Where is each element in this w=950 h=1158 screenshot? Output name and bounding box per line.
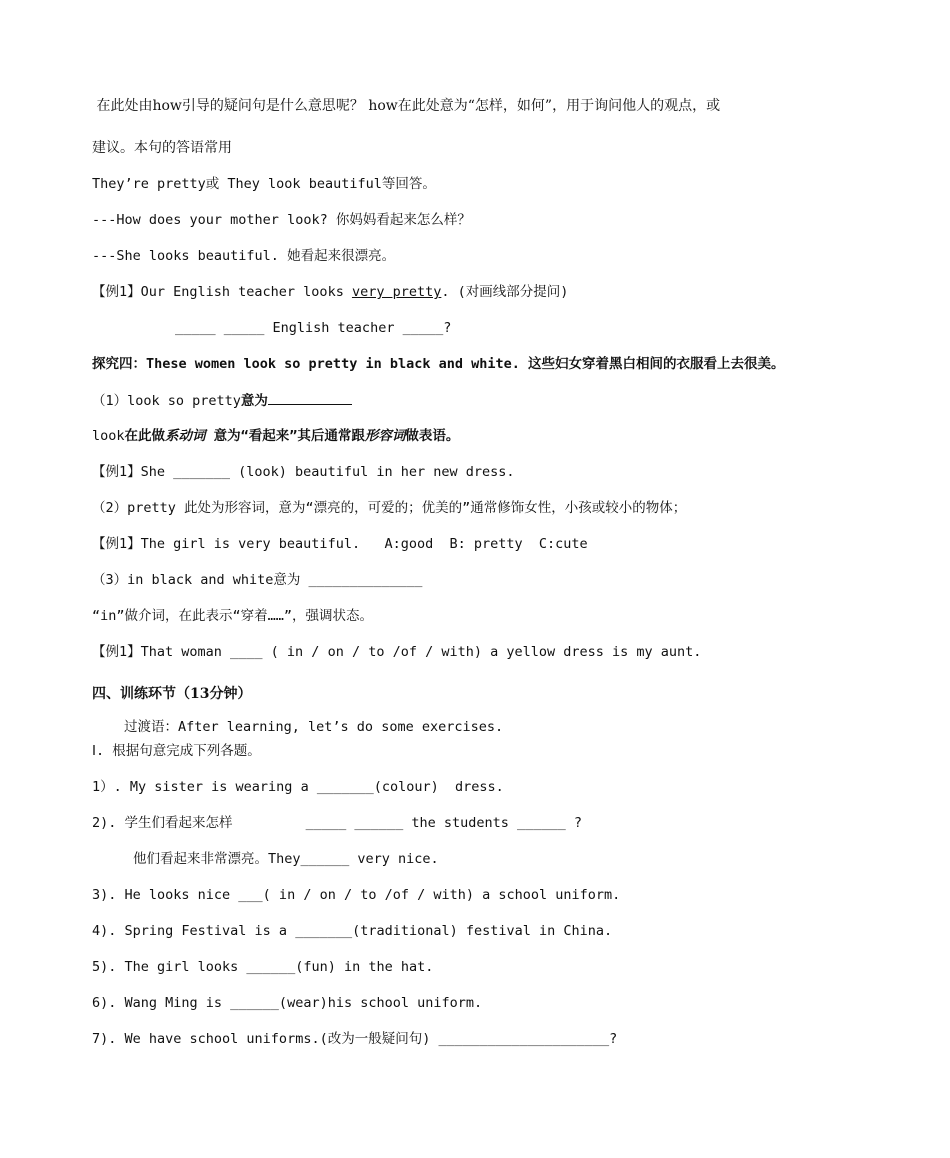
- explore4-item2: （2）pretty 此处为形容词，意为“漂亮的，可爱的；优美的”通常修饰女性，小孩或较小的物体；: [92, 500, 687, 516]
- explore4-example-3: 【例1】That woman ____ ( in / on / to /of / with) a yellow dress is my aunt.: [92, 644, 702, 660]
- section4-transition: 过渡语：After learning, let’s do some exercises.: [124, 719, 504, 735]
- intro-line-2: 建议。本句的答语常用: [92, 140, 232, 156]
- note1-linking-verb: 系动词: [165, 428, 206, 444]
- intro-line-4: ---How does your mother look? 你妈妈看起来怎么样？: [92, 212, 471, 228]
- intro-line-1: 在此处由how引导的疑问句是什么意思呢？ how在此处意为“怎样，如何”，用于询问他人的观点，或: [92, 98, 721, 114]
- question-1: 1）. My sister is wearing a _______(colour) dress.: [92, 779, 504, 795]
- example-a-prefix: 【例1】Our English teacher looks: [92, 284, 352, 300]
- example-a-underlined: very pretty: [351, 284, 442, 300]
- section4-heading: 四、训练环节（13分钟）: [92, 686, 252, 702]
- example-a-answer: _____ _____ English teacher _____?: [175, 320, 452, 336]
- note1-zai: 在此做: [124, 428, 166, 444]
- note1-end: 做表语。: [405, 428, 460, 444]
- note1-look: look: [92, 428, 125, 444]
- question-6: 6). Wang Ming is ______(wear)his school uniform.: [92, 995, 483, 1011]
- explore4-item3: （3）in black and white意为 ______________: [92, 572, 423, 588]
- question-3: 3). He looks nice ___( in / on / to /of / with) a school uniform.: [92, 887, 621, 903]
- explore4-item1-meaning: 意为: [240, 393, 268, 409]
- example-a: [92, 283, 568, 301]
- question-2b: 他们看起来非常漂亮。They______ very nice.: [133, 851, 439, 867]
- example-a-suffix: . (对画线部分提问): [441, 284, 569, 300]
- question-7: 7). We have school uniforms.(改为一般疑问句) _____________________?: [92, 1031, 618, 1047]
- explore4-item1-text: （1）look so pretty: [92, 393, 241, 409]
- note1-meaning: 意为“看起来”其后通常跟: [205, 428, 365, 444]
- question-5: 5). The girl looks ______(fun) in the hat.: [92, 959, 434, 975]
- intro-line-5: ---She looks beautiful. 她看起来很漂亮。: [92, 248, 396, 264]
- explore4-item1: [92, 391, 352, 410]
- explore4-heading: 探究四：These women look so pretty in black and white. 这些妇女穿着黑白相间的衣服看上去很美。: [92, 356, 785, 372]
- question-4: 4). Spring Festival is a _______(traditional) festival in China.: [92, 923, 613, 939]
- note1-adjective: 形容词: [364, 428, 406, 444]
- intro-line-3: They’re pretty或 They look beautiful等回答。: [92, 176, 436, 192]
- explore4-example-1: 【例1】She _______ (look) beautiful in her new dress.: [92, 464, 515, 480]
- question-2: 2). 学生们看起来怎样 _____ ______ the students ______ ?: [92, 815, 583, 831]
- explore4-note1: [92, 427, 459, 445]
- section4-part1: Ⅰ. 根据句意完成下列各题。: [92, 743, 261, 759]
- explore4-example-2: 【例1】The girl is very beautiful. A:good B: pretty C:cute: [92, 536, 588, 552]
- answer-blank: [268, 391, 352, 405]
- explore4-note3: “in”做介词，在此表示“穿着……”，强调状态。: [92, 608, 374, 624]
